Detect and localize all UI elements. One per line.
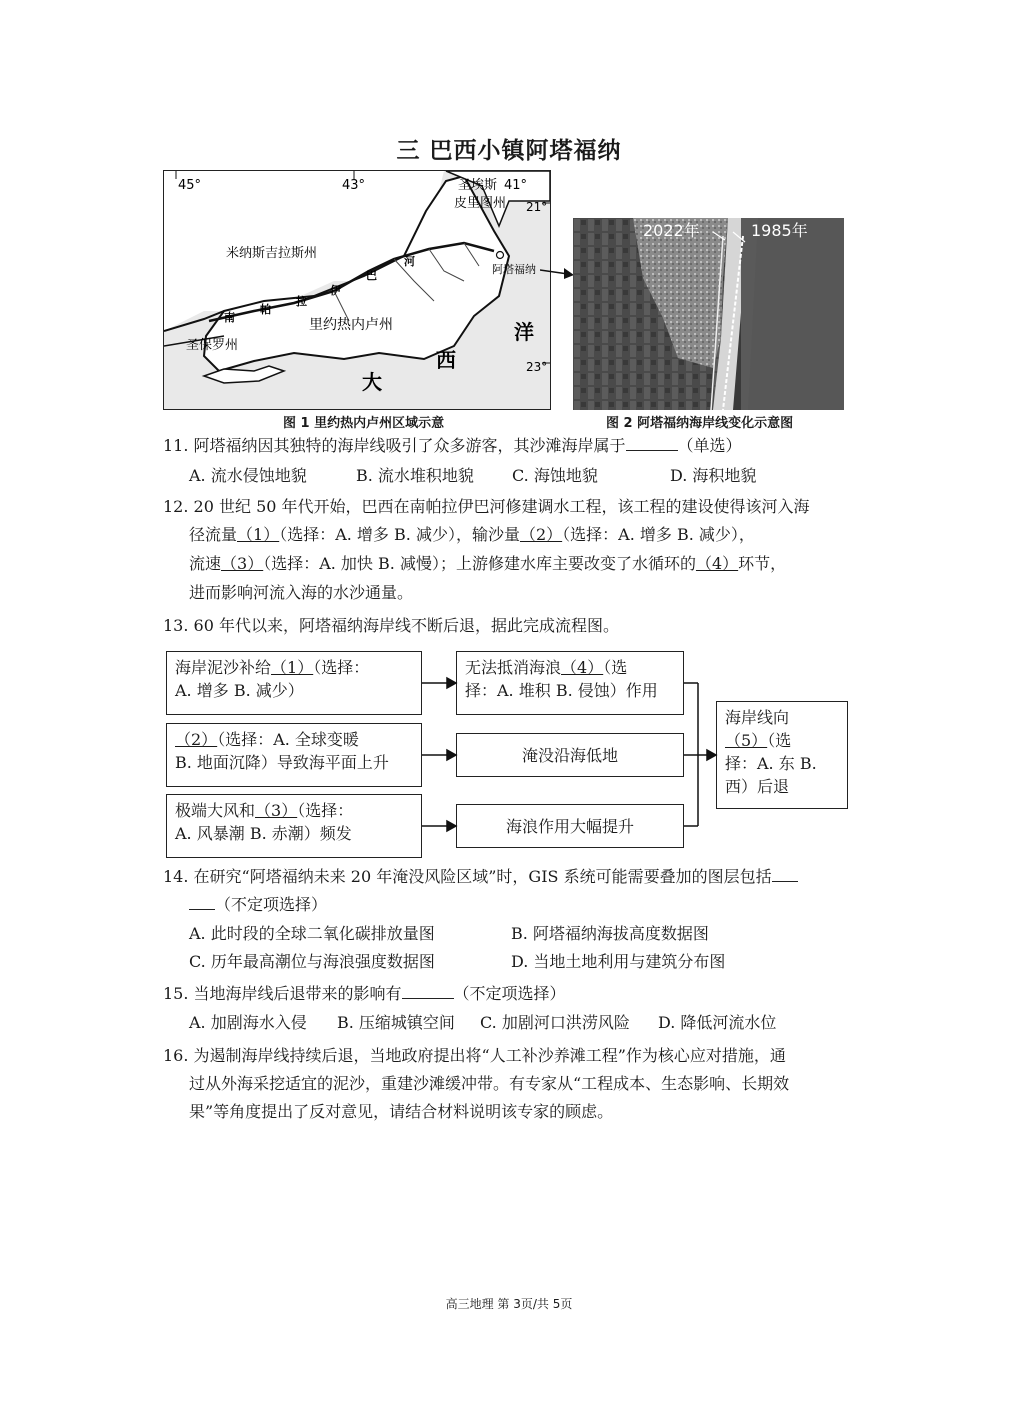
ocean-label: 洋 <box>514 320 534 344</box>
river-label: 伊 <box>330 284 341 297</box>
lon-label: 43° <box>342 178 366 193</box>
q12-line: 进而影响河流入海的水沙通量。 <box>189 583 414 602</box>
answer-blank[interactable]: （5） <box>725 731 768 750</box>
state-label: 圣保罗州 <box>186 338 239 353</box>
lon-label: 45° <box>178 178 202 193</box>
figure-2-caption: 图 2 阿塔福纳海岸线变化示意图 <box>606 416 794 431</box>
answer-blank[interactable]: （1） <box>237 525 280 544</box>
q14-option[interactable]: D. 当地土地利用与建筑分布图 <box>511 952 726 971</box>
q14-stem: 14. 在研究“阿塔福纳未来 20 年淹没风险区域”时，GIS 系统可能需要叠加的图层包括 <box>163 863 798 891</box>
q11-option[interactable]: D. 海积地貌 <box>670 466 757 485</box>
river-label: 南 <box>224 311 235 324</box>
flow-box-flood: 淹没沿海低地 <box>456 733 684 777</box>
flow-box-wave: 无法抵消海浪（4）（选 择：A. 堆积 B. 侵蚀）作用 <box>456 651 684 715</box>
q13-stem: 13. 60 年代以来，阿塔福纳海岸线不断后退，据此完成流程图。 <box>163 616 619 635</box>
q12-line: 12. 20 世纪 50 年代开始，巴西在南帕拉伊巴河修建调水工程，该工程的建设使得该河入海 <box>163 497 810 516</box>
river-label: 帕 <box>260 303 271 316</box>
flow-box-sealevel: （2）（选择：A. 全球变暖 B. 地面沉降）导致海平面上升 <box>166 723 422 787</box>
q14-stem-cont: （不定项选择） <box>189 891 327 919</box>
q12-line: 径流量（1）（选择：A. 增多 B. 减少），输沙量（2）（选择：A. 增多 B. 减少）， <box>189 525 755 544</box>
flow-box-retreat: 海岸线向 （5）（选 择：A. 东 B. 西）后退 <box>716 701 848 809</box>
q15-stem: 15. 当地海岸线后退带来的影响有 （不定项选择） <box>163 980 566 1008</box>
lon-label: 41° <box>504 178 528 193</box>
q16-line: 过从外海采挖适宜的泥沙，重建沙滩缓冲带。有专家从“工程成本、生态影响、长期效 <box>189 1074 790 1093</box>
state-label: 皮里图州 <box>454 196 507 211</box>
lat-label: 21° <box>526 200 548 214</box>
river-label: 河 <box>404 255 415 268</box>
answer-blank[interactable] <box>772 863 798 882</box>
answer-blank[interactable]: （2） <box>519 525 563 544</box>
answer-blank[interactable]: （3） <box>255 801 298 820</box>
lat-label: 23° <box>526 360 548 374</box>
q12-line: 流速（3）（选择：A. 加快 B. 减慢）；上游修建水库主要改变了水循环的（4）环节， <box>189 554 787 573</box>
flow-box-sediment: 海岸泥沙补给（1）（选择： A. 增多 B. 减少） <box>166 651 422 715</box>
q11-option[interactable]: B. 流水堆积地貌 <box>356 466 474 485</box>
q15-option[interactable]: D. 降低河流水位 <box>658 1013 777 1032</box>
answer-blank[interactable] <box>402 980 454 999</box>
q15-option[interactable]: B. 压缩城镇空间 <box>337 1013 455 1032</box>
page-footer: 高三地理 第 3页/共 5页 <box>445 1297 573 1311</box>
q14-option[interactable]: A. 此时段的全球二氧化碳排放量图 <box>189 924 435 943</box>
answer-blank[interactable]: （3） <box>221 554 264 573</box>
q11-option[interactable]: C. 海蚀地貌 <box>512 466 598 485</box>
state-label: 里约热内卢州 <box>309 317 393 333</box>
answer-blank[interactable]: （1） <box>271 658 314 677</box>
answer-blank[interactable]: （4） <box>695 554 739 573</box>
ocean-label: 西 <box>436 348 456 372</box>
q11-stem: 11. 阿塔福纳因其独特的海岸线吸引了众多游客，其沙滩海岸属于 （单选） <box>163 432 742 460</box>
answer-blank[interactable]: （2） <box>175 730 218 749</box>
answer-blank[interactable] <box>189 891 215 910</box>
state-label: 圣埃斯 <box>458 178 498 193</box>
label-2022: 2022年 <box>643 221 700 240</box>
q15-option[interactable]: A. 加剧海水入侵 <box>189 1013 307 1032</box>
answer-blank[interactable]: （4） <box>561 658 604 677</box>
q16-line: 果”等角度提出了反对意见，请结合材料说明该专家的顾虑。 <box>189 1102 614 1121</box>
q11-option[interactable]: A. 流水侵蚀地貌 <box>189 466 307 485</box>
q14-option[interactable]: B. 阿塔福纳海拔高度数据图 <box>511 924 709 943</box>
flow-box-storm: 极端大风和（3）（选择： A. 风暴潮 B. 赤潮）频发 <box>166 794 422 858</box>
page-title: 三 巴西小镇阿塔福纳 <box>396 138 622 164</box>
state-label: 米纳斯吉拉斯州 <box>226 246 318 261</box>
flow-box-wave-up: 海浪作用大幅提升 <box>456 804 684 848</box>
town-label: 阿塔福纳 <box>492 263 536 276</box>
river-label: 拉 <box>296 295 307 308</box>
label-1985: 1985年 <box>751 221 808 240</box>
figure-1-caption: 图 1 里约热内卢州区域示意 <box>283 416 445 431</box>
q16-line: 16. 为遏制海岸线持续后退，当地政府提出将“人工补沙养滩工程”作为核心应对措施，通 <box>163 1046 786 1065</box>
q14-option[interactable]: C. 历年最高潮位与海浪强度数据图 <box>189 952 435 971</box>
ocean-label: 大 <box>362 370 382 394</box>
q15-option[interactable]: C. 加剧河口洪涝风险 <box>480 1013 630 1032</box>
river-label: 巴 <box>366 269 377 282</box>
